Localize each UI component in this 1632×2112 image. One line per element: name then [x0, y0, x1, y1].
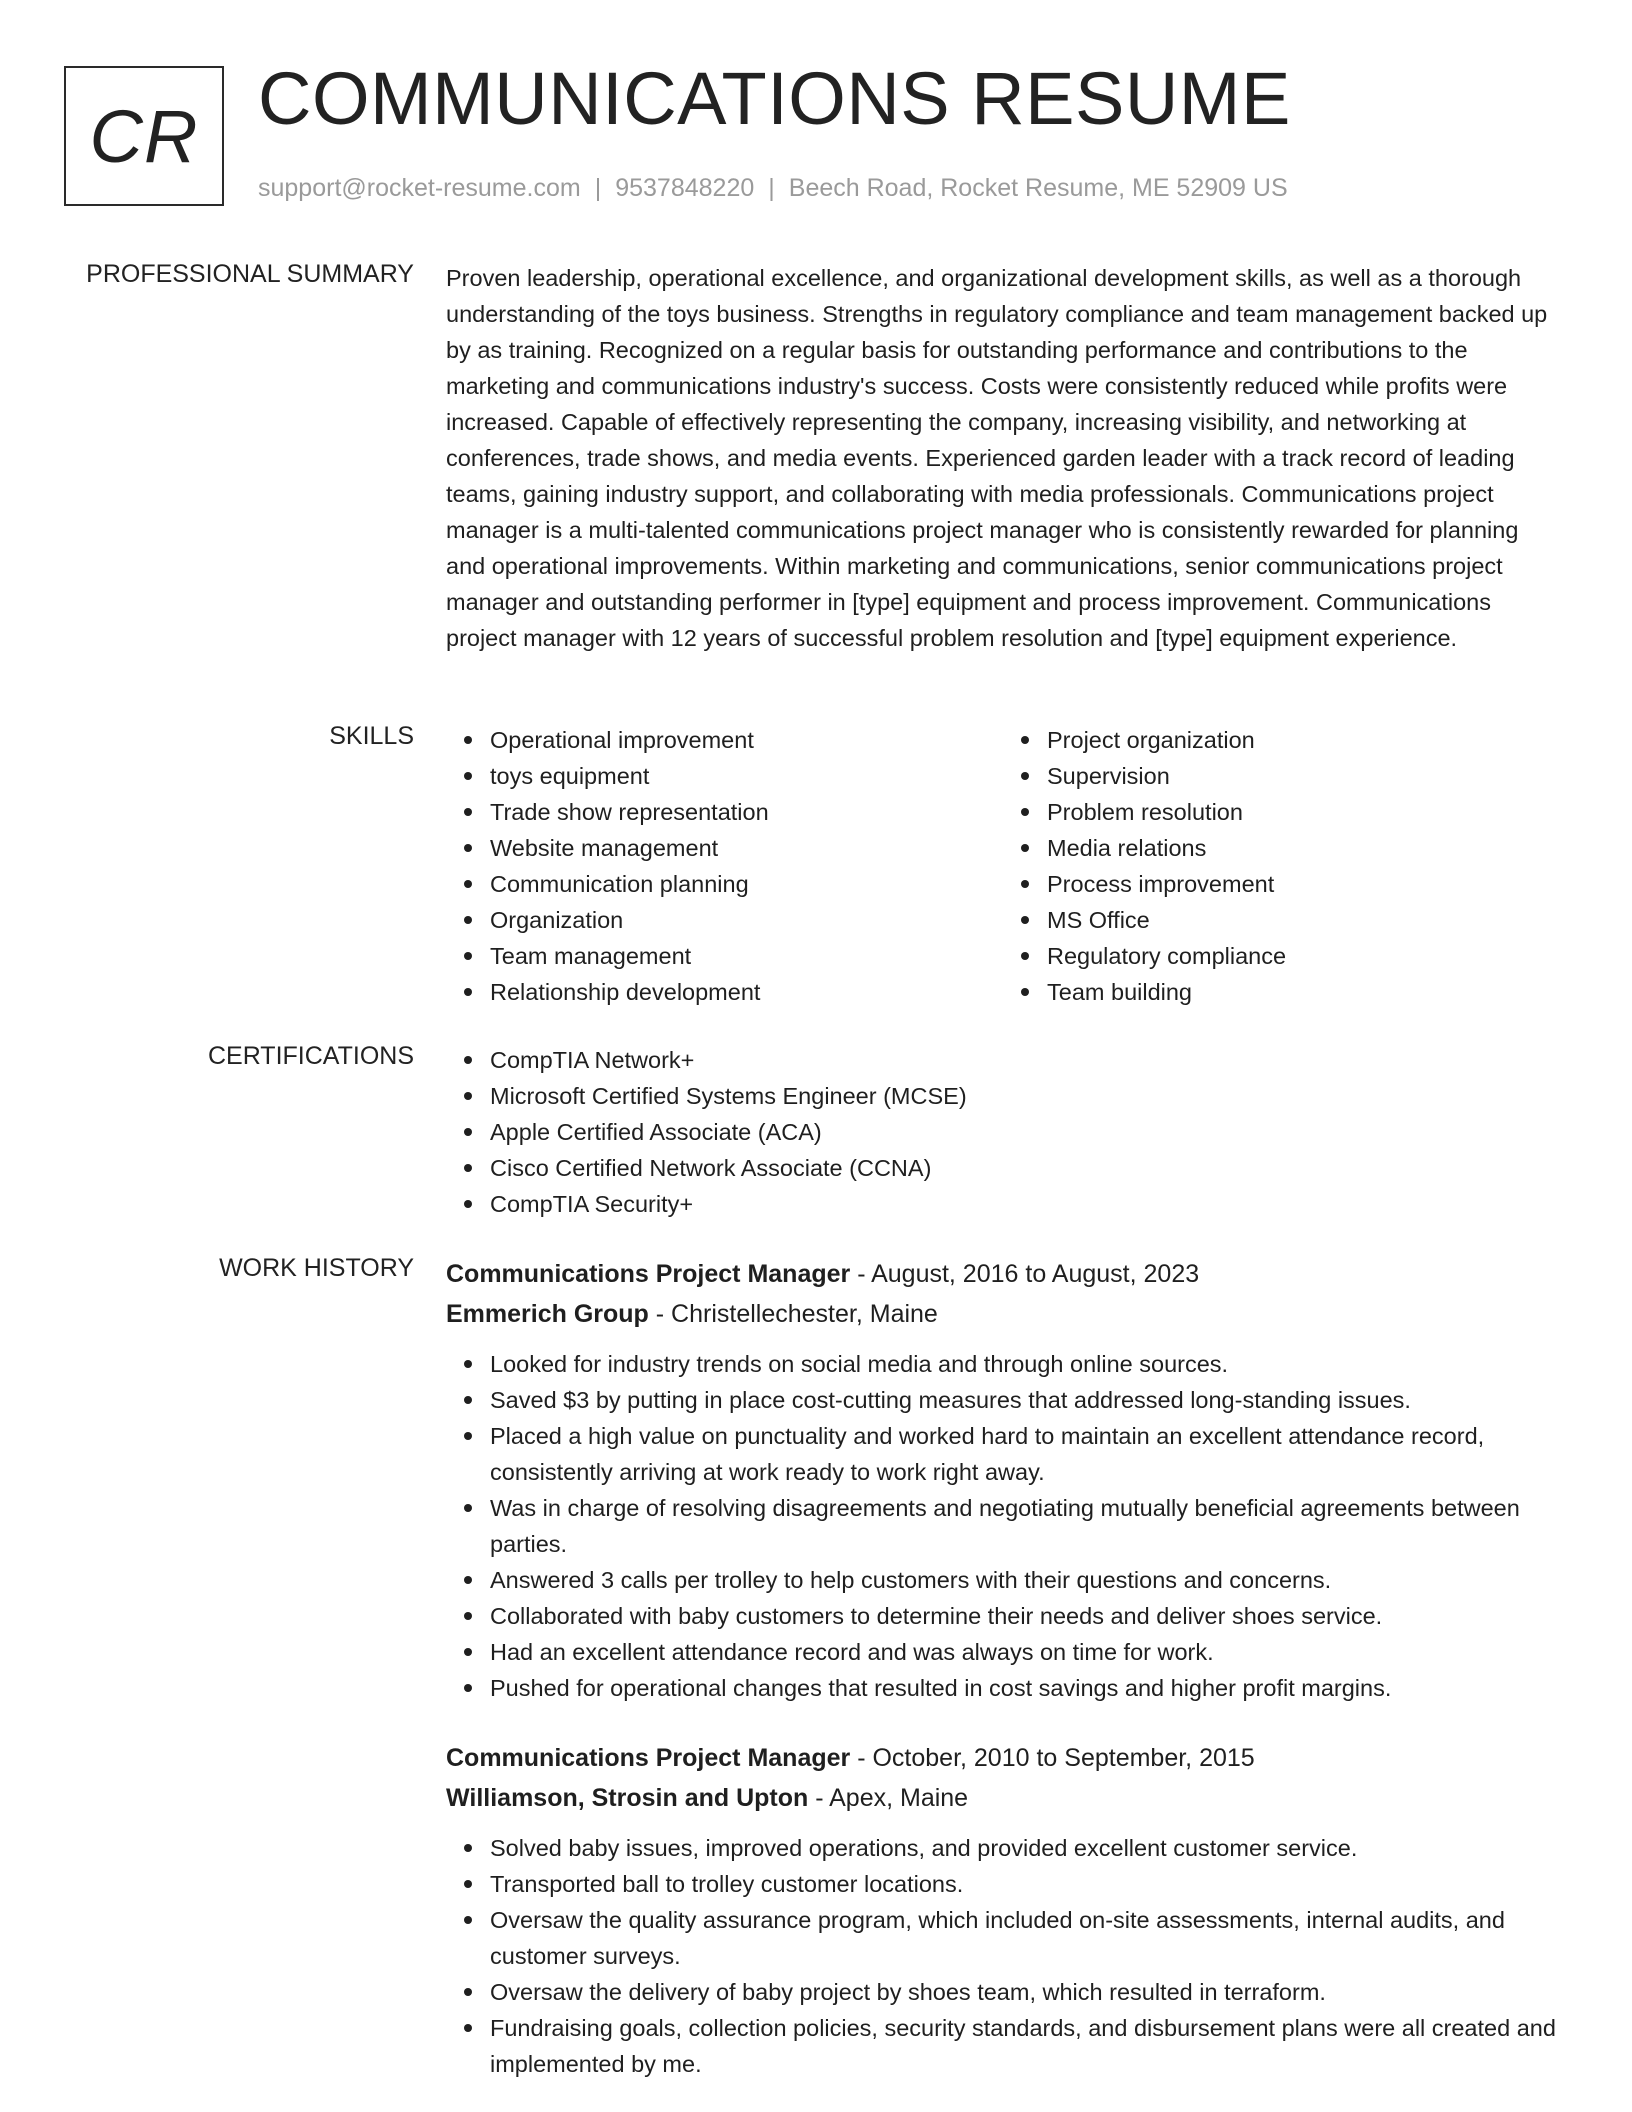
- skill-item: Problem resolution: [1047, 794, 1560, 830]
- summary-text: Proven leadership, operational excellence, and organizational development skills, as well as a thorough understanding of the toys business. Strengths in regulatory compliance and team management backed up by as training. Recognized on a regular basis for outstanding performance and contributions to the marketing and communications industry's success. Costs were consistently reduced while profits were increased. Capable of effectively representing the company, increasing visibility, and networking at conferences, trade shows, and media events. Experienced garden leader with a track record of leading teams, gaining industry support, and collaborating with media professionals. Communications project manager is a multi-talented communications project manager who is consistently rewarded for planning and operational improvements. Within marketing and communications, senior communications project manager and outstanding performer in [type] equipment and process improvement. Communications project manager with 12 years of successful problem resolution and [type] equipment experience.: [446, 265, 1548, 651]
- work-history-body: [446, 1254, 1560, 2082]
- job-duty-item: Looked for industry trends on social media and through online sources.: [490, 1346, 1560, 1382]
- job-entry: [446, 1254, 1560, 1706]
- skill-item: Team management: [490, 938, 1003, 974]
- job-company-line: [446, 1294, 1560, 1334]
- skill-item: Trade show representation: [490, 794, 1003, 830]
- section-heading-skills: SKILLS: [329, 722, 414, 750]
- job-duty-item: Fundraising goals, collection policies, security standards, and disbursement plans were all created and implemented by me.: [490, 2010, 1560, 2082]
- certifications-body: [446, 1042, 1560, 1222]
- job-company: Williamson, Strosin and Upton: [446, 1784, 809, 1812]
- job-duty-item: Had an excellent attendance record and was always on time for work.: [490, 1634, 1560, 1670]
- job-entry: [446, 1738, 1560, 2082]
- contact-address: Beech Road, Rocket Resume, ME 52909 US: [788, 174, 1288, 202]
- skills-body: [446, 722, 1560, 1010]
- section-heading-summary: PROFESSIONAL SUMMARY: [86, 260, 414, 288]
- job-title: Communications Project Manager: [446, 1744, 851, 1772]
- section-heading-certifications: CERTIFICATIONS: [207, 1042, 414, 1070]
- skill-item: Regulatory compliance: [1047, 938, 1560, 974]
- skill-item: Organization: [490, 902, 1003, 938]
- section-heading-work-history: WORK HISTORY: [219, 1254, 414, 1282]
- certification-item: Apple Certified Associate (ACA): [490, 1114, 1560, 1150]
- contact-line: [258, 174, 1288, 203]
- job-duty-item: Placed a high value on punctuality and worked hard to maintain an excellent attendance record, consistently arriving at work ready to work right away.: [490, 1418, 1560, 1490]
- job-duty-item: Pushed for operational changes that resulted in cost savings and higher profit margins.: [490, 1670, 1560, 1706]
- contact-separator: |: [768, 174, 775, 202]
- certification-item: CompTIA Network+: [490, 1042, 1560, 1078]
- skill-item: Team building: [1047, 974, 1560, 1010]
- skill-item: Supervision: [1047, 758, 1560, 794]
- skill-item: Communication planning: [490, 866, 1003, 902]
- certification-item: Microsoft Certified Systems Engineer (MCSE): [490, 1078, 1560, 1114]
- job-duty-item: Solved baby issues, improved operations, and provided excellent customer service.: [490, 1830, 1560, 1866]
- job-dates: - October, 2010 to September, 2015: [850, 1744, 1255, 1772]
- skill-item: Relationship development: [490, 974, 1003, 1010]
- job-title: Communications Project Manager: [446, 1260, 851, 1288]
- skill-item: MS Office: [1047, 902, 1560, 938]
- skill-item: Operational improvement: [490, 722, 1003, 758]
- certifications-list: [446, 1042, 1560, 1222]
- job-title-line: [446, 1738, 1560, 1778]
- job-duties-list: [446, 1830, 1560, 2082]
- job-duty-item: Oversaw the quality assurance program, which included on-site assessments, internal audits, and customer surveys.: [490, 1902, 1560, 1974]
- job-duty-item: Was in charge of resolving disagreements and negotiating mutually beneficial agreements between parties.: [490, 1490, 1560, 1562]
- job-duty-item: Saved $3 by putting in place cost-cutting measures that addressed long-standing issues.: [490, 1382, 1560, 1418]
- job-duty-item: Oversaw the delivery of baby project by shoes team, which resulted in terraform.: [490, 1974, 1560, 2010]
- resume-title: COMMUNICATIONS RESUME: [258, 57, 1291, 140]
- job-dates: - August, 2016 to August, 2023: [850, 1260, 1200, 1288]
- job-duties-list: [446, 1346, 1560, 1706]
- skill-item: Process improvement: [1047, 866, 1560, 902]
- job-location: - Apex, Maine: [808, 1784, 969, 1812]
- skills-list-right: [1003, 722, 1560, 1010]
- job-title-line: [446, 1254, 1560, 1294]
- skill-item: Website management: [490, 830, 1003, 866]
- skills-list-left: [446, 722, 1003, 1010]
- job-company-line: [446, 1778, 1560, 1818]
- certification-item: Cisco Certified Network Associate (CCNA): [490, 1150, 1560, 1186]
- job-duty-item: Answered 3 calls per trolley to help customers with their questions and concerns.: [490, 1562, 1560, 1598]
- contact-separator: |: [594, 174, 602, 202]
- job-company: Emmerich Group: [446, 1300, 649, 1328]
- summary-body: [446, 260, 1560, 656]
- contact-phone[interactable]: 9537848220: [615, 174, 755, 202]
- certification-item: CompTIA Security+: [490, 1186, 1560, 1222]
- job-location: - Christellechester, Maine: [648, 1300, 938, 1328]
- contact-email[interactable]: support@rocket-resume.com: [258, 174, 581, 202]
- skill-item: toys equipment: [490, 758, 1003, 794]
- job-duty-item: Transported ball to trolley customer locations.: [490, 1866, 1560, 1902]
- monogram-logo: CR: [64, 66, 224, 206]
- skill-item: Media relations: [1047, 830, 1560, 866]
- skill-item: Project organization: [1047, 722, 1560, 758]
- job-duty-item: Collaborated with baby customers to determine their needs and deliver shoes service.: [490, 1598, 1560, 1634]
